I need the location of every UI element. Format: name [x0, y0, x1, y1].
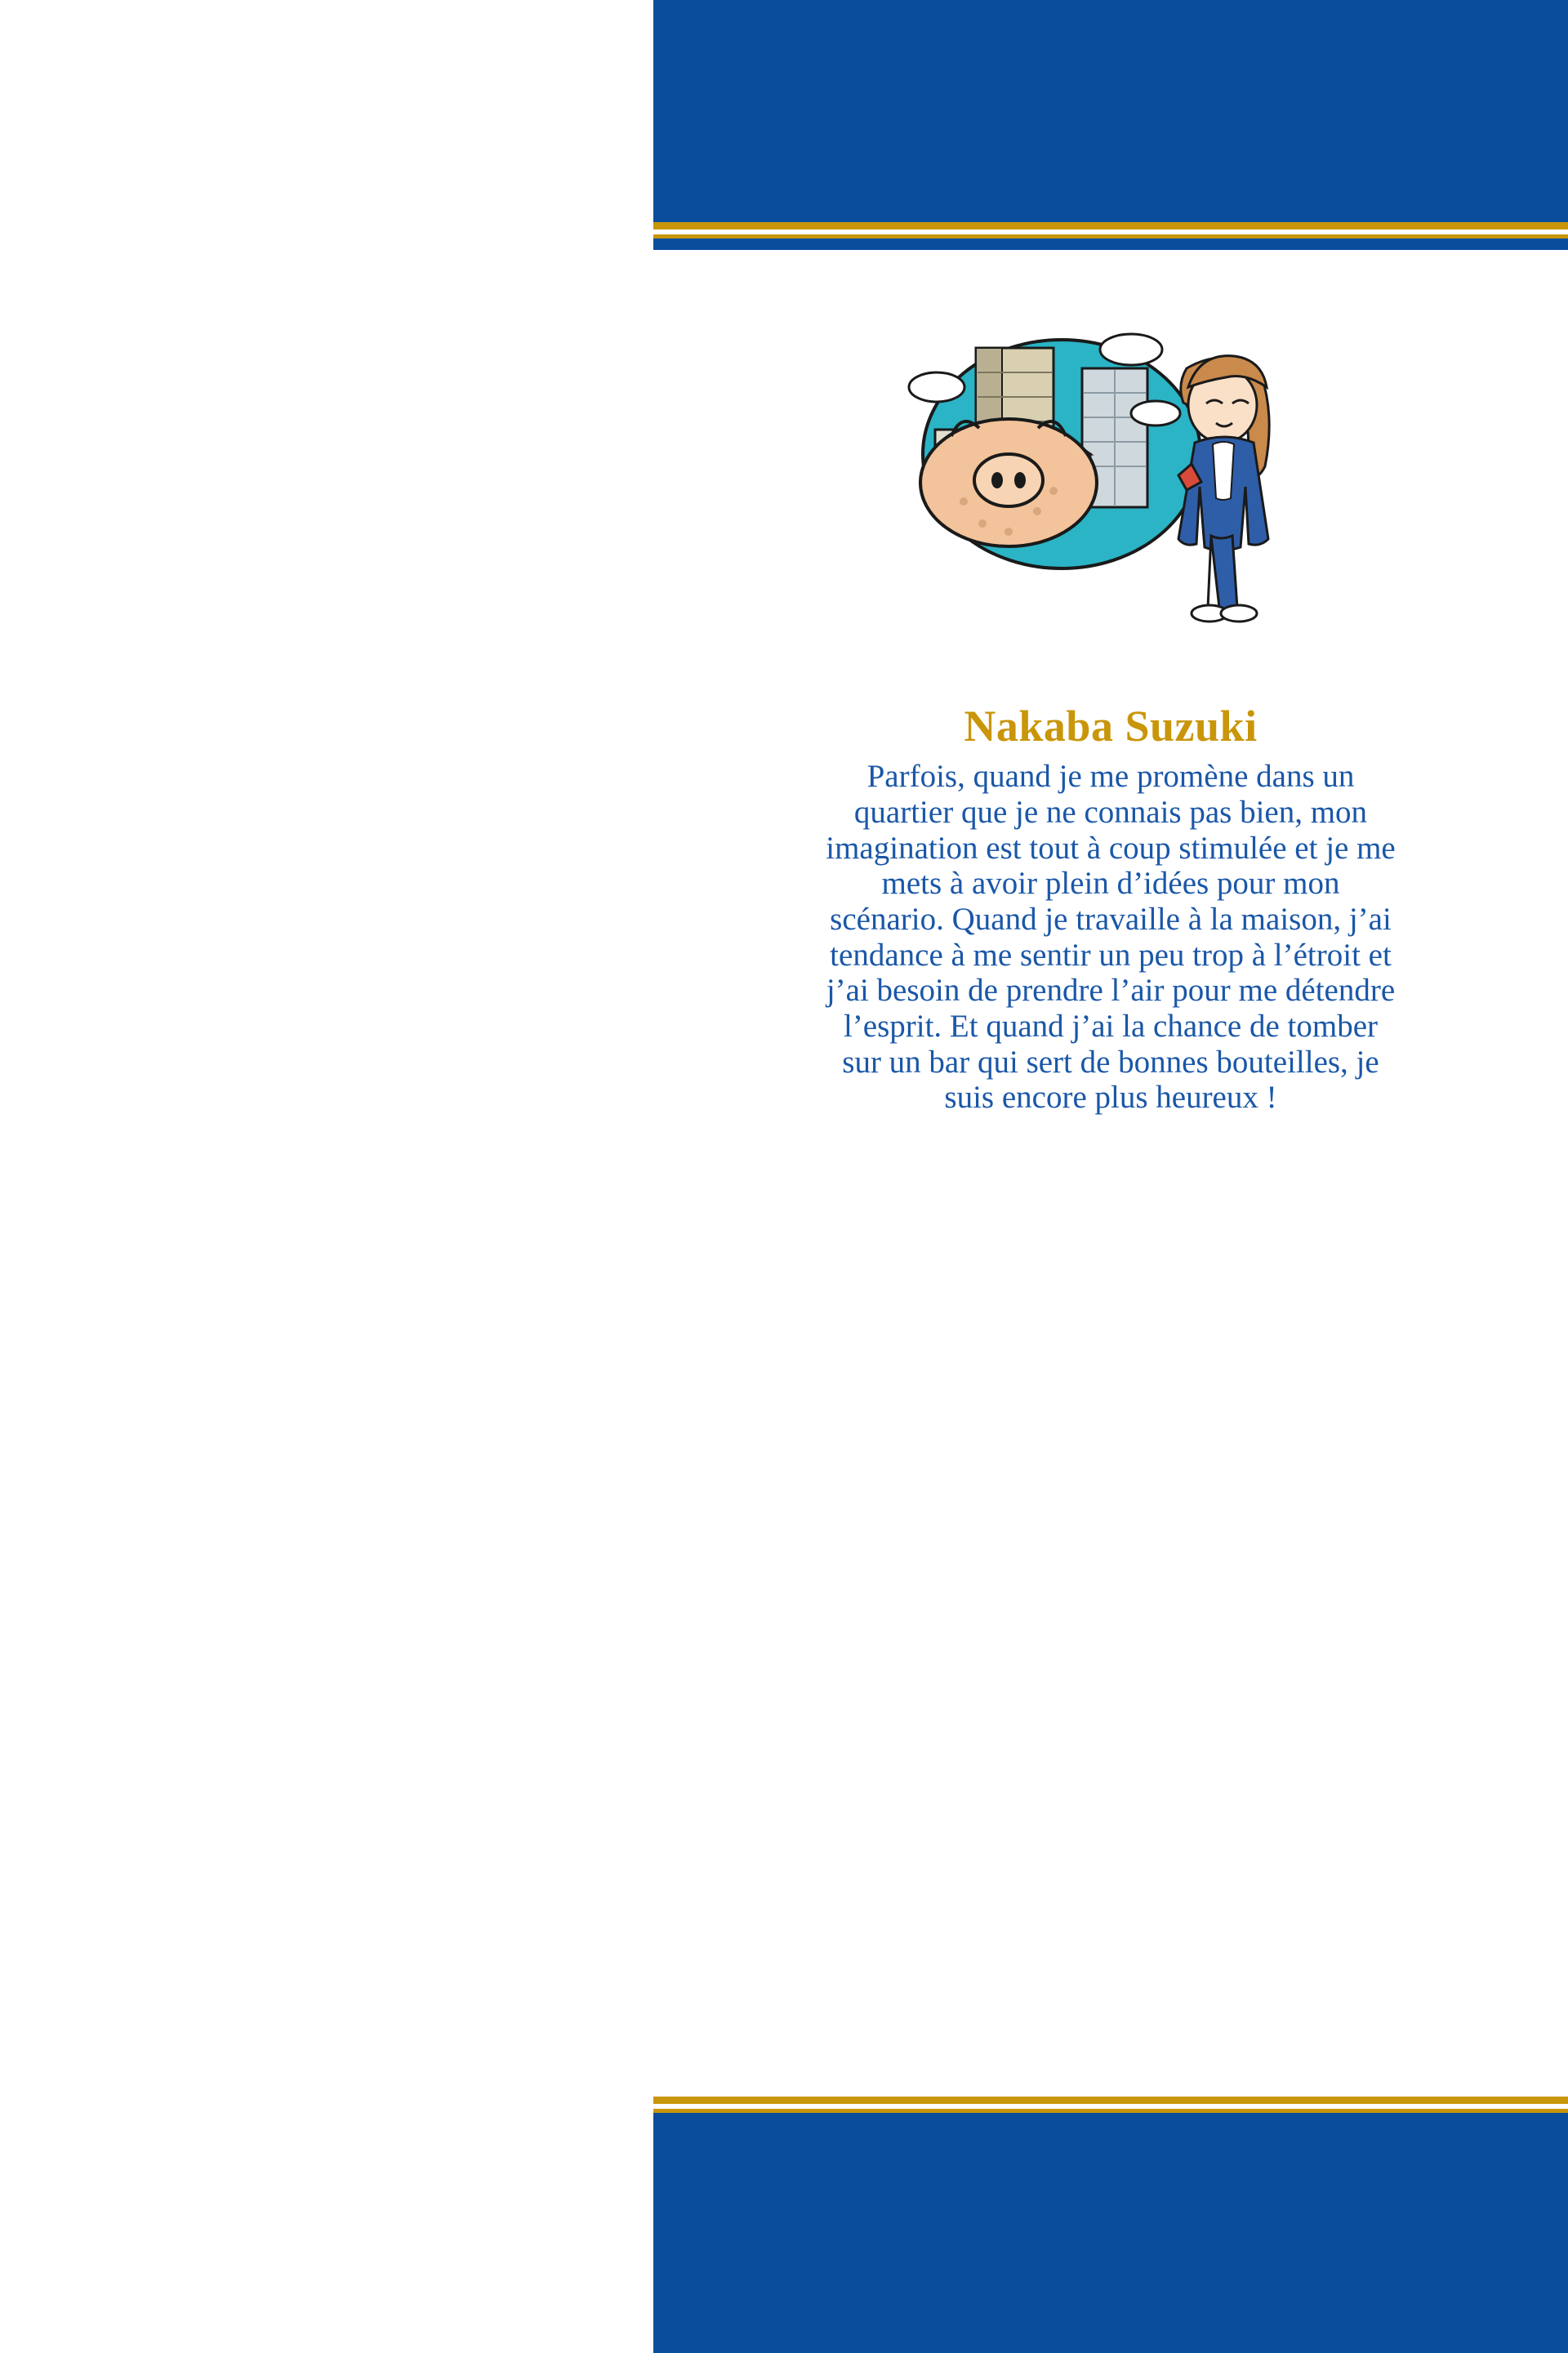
gold-rule-thick [653, 2097, 1568, 2104]
author-note-article [653, 250, 1568, 2097]
blue-rule [653, 2113, 1568, 2124]
thought-bubble-icon [909, 334, 1200, 568]
author-name: Nakaba Suzuki [964, 702, 1258, 751]
blue-rule [653, 238, 1568, 250]
illustration-svg [886, 291, 1335, 699]
girl-character-icon [1178, 356, 1269, 622]
top-rule-stack [653, 222, 1568, 250]
top-blue-band [653, 0, 1568, 222]
content-column [653, 0, 1568, 2353]
pig-face-icon [920, 419, 1097, 546]
gold-rule-thick [653, 222, 1568, 230]
bottom-rule-stack [653, 2097, 1568, 2124]
page-left-margin [0, 0, 653, 2353]
bottom-blue-band [653, 2124, 1568, 2353]
author-illustration [886, 291, 1335, 699]
author-quote: Parfois, quand je me promène dans un quartier que je ne connais pas bien, mon imagination est tout à coup stimulée et je me mets à avoir plein d’idées pour mon scénario. Quand je travaille à la maison, j’ai tendance à me sentir un peu trop à l’étroit et j’ai besoin de prendre l’air pour me détendre l’esprit. Et quand j’ai la chance de tomber sur un bar qui sert de bonnes bouteilles, je suis encore plus heureux ! [826, 759, 1396, 1116]
